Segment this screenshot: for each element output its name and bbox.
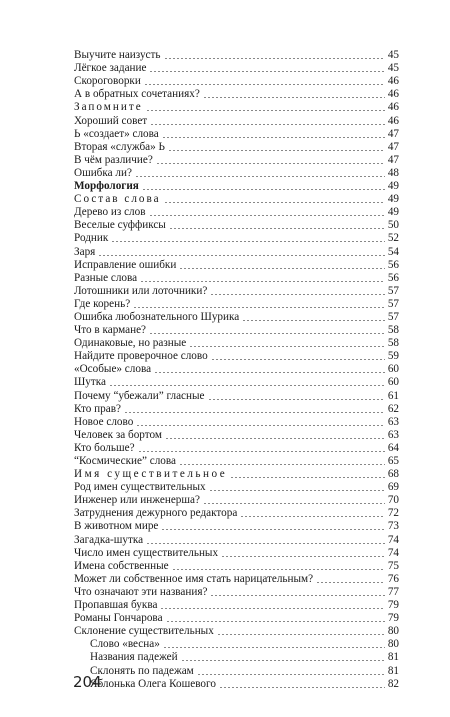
toc-entry <box>0 468 450 481</box>
toc-entry-title: Хороший совет <box>74 114 148 127</box>
dot-leader <box>111 241 385 242</box>
toc-entry-page: 64 <box>387 441 399 454</box>
dot-leader <box>146 543 385 544</box>
toc-entry-title: Человек за бортом <box>74 428 162 441</box>
table-of-contents <box>0 49 450 691</box>
dot-leader <box>209 490 385 491</box>
toc-entry-title: Ошибка любознательного Шурика <box>74 310 240 323</box>
dot-leader <box>240 516 385 517</box>
toc-entry <box>0 62 450 75</box>
toc-entry-page: 46 <box>387 101 399 114</box>
toc-entry <box>0 324 450 337</box>
toc-entry <box>0 285 450 298</box>
toc-entry <box>0 612 450 625</box>
toc-entry-title: Названия падежей <box>90 651 178 664</box>
dot-leader <box>149 215 385 216</box>
dot-leader <box>219 687 385 688</box>
dot-leader <box>144 84 385 85</box>
toc-entry-page: 65 <box>387 455 399 467</box>
dot-leader <box>142 189 385 190</box>
toc-entry-title: Исправление ошибки <box>74 258 177 271</box>
toc-entry-page: 56 <box>387 271 399 284</box>
dot-leader <box>149 71 385 72</box>
toc-entry <box>0 625 450 638</box>
toc-entry <box>0 259 450 272</box>
toc-entry-title: “Космические” слова <box>74 455 177 467</box>
dot-leader <box>154 372 385 373</box>
dot-leader <box>98 255 385 256</box>
dot-leader <box>210 595 385 596</box>
toc-entry-page: 70 <box>387 494 399 507</box>
toc-entry <box>0 494 450 507</box>
toc-entry-page: 56 <box>387 258 399 271</box>
toc-entry-page: 49 <box>387 180 399 193</box>
toc-entry-page: 75 <box>387 559 399 572</box>
dot-leader <box>163 647 385 648</box>
toc-entry-title: Затруднения дежурного редактора <box>74 507 238 520</box>
toc-entry-title: Лотошники или лоточники? <box>74 284 208 297</box>
toc-entry <box>0 75 450 88</box>
dot-leader <box>109 385 385 386</box>
toc-entry-page: 61 <box>387 389 399 402</box>
toc-entry-title: Разные слова <box>74 271 138 284</box>
toc-entry-title: В чём различие? <box>74 153 153 166</box>
toc-entry-title: Число имен существительных <box>74 546 219 559</box>
dot-leader <box>166 621 385 622</box>
dot-leader <box>242 320 385 321</box>
toc-entry <box>0 533 450 546</box>
toc-entry-page: 72 <box>387 507 399 520</box>
toc-entry-title: Кто прав? <box>74 402 121 415</box>
toc-entry <box>0 560 450 573</box>
toc-entry <box>0 363 450 376</box>
dot-leader <box>138 451 385 452</box>
toc-entry-title: Скороговорки <box>74 75 141 88</box>
toc-entry <box>0 88 450 101</box>
toc-entry-title: Состав слова <box>74 193 161 206</box>
toc-entry-page: 69 <box>387 481 399 494</box>
toc-entry-page: 49 <box>387 193 399 206</box>
toc-entry-title: Веселые суффиксы <box>74 219 166 232</box>
dot-leader <box>161 529 385 530</box>
toc-entry-title: Ошибка ли? <box>74 166 132 179</box>
toc-entry-title: Почему “убежали” гласные <box>74 389 205 402</box>
toc-entry-page: 47 <box>387 140 399 153</box>
toc-entry <box>0 403 450 416</box>
dot-leader <box>140 281 385 282</box>
dot-leader <box>169 228 385 229</box>
dot-leader <box>172 569 385 570</box>
toc-entry <box>0 154 450 167</box>
dot-leader <box>135 176 385 177</box>
toc-entry <box>0 507 450 520</box>
toc-entry-page: 54 <box>387 245 399 258</box>
toc-entry <box>0 586 450 599</box>
toc-entry-title: Где корень? <box>74 297 131 310</box>
toc-entry <box>0 101 450 114</box>
toc-entry-page: 59 <box>387 350 399 363</box>
dot-leader <box>136 425 385 426</box>
toc-entry <box>0 337 450 350</box>
toc-entry <box>0 49 450 62</box>
toc-entry-title: Заря <box>74 245 96 258</box>
toc-entry-page: 82 <box>387 677 399 690</box>
toc-entry-title: Одинаковые, но разные <box>74 337 187 350</box>
toc-entry-title: Что в кармане? <box>74 324 147 337</box>
toc-entry <box>0 664 450 677</box>
toc-entry-title: «Особые» слова <box>74 363 152 376</box>
toc-entry <box>0 350 450 363</box>
toc-entry <box>0 599 450 612</box>
toc-entry-title: Имена собственные <box>74 559 169 572</box>
toc-entry-page: 79 <box>387 612 399 625</box>
dot-leader <box>124 412 385 413</box>
dot-leader <box>316 582 385 583</box>
toc-entry-page: 68 <box>387 468 399 481</box>
dot-leader <box>133 307 385 308</box>
dot-leader <box>197 674 385 675</box>
toc-entry-title: Найдите проверочное слово <box>74 350 208 363</box>
toc-entry-page: 74 <box>387 533 399 546</box>
dot-leader <box>181 660 385 661</box>
toc-entry-page: 46 <box>387 75 399 88</box>
toc-entry-title: Выучите наизусть <box>74 49 161 62</box>
toc-entry-page: 76 <box>387 572 399 585</box>
toc-entry <box>0 429 450 442</box>
dot-leader <box>149 333 385 334</box>
toc-entry <box>0 573 450 586</box>
toc-entry-page: 81 <box>387 664 399 677</box>
toc-entry-title: Шутка <box>74 376 106 389</box>
toc-entry <box>0 206 450 219</box>
toc-entry-title: Род имен существительных <box>74 481 206 494</box>
toc-entry-page: 46 <box>387 114 399 127</box>
dot-leader <box>162 137 385 138</box>
dot-leader <box>179 464 385 465</box>
toc-entry-page: 47 <box>387 153 399 166</box>
toc-entry-page: 52 <box>387 232 399 245</box>
toc-entry <box>0 232 450 245</box>
dot-leader <box>217 634 385 635</box>
toc-entry-page: 57 <box>387 284 399 297</box>
toc-entry <box>0 481 450 494</box>
toc-entry <box>0 167 450 180</box>
toc-entry <box>0 651 450 664</box>
toc-entry-title: Склонять по падежам <box>90 664 194 677</box>
toc-entry-page: 47 <box>387 127 399 140</box>
toc-entry <box>0 389 450 402</box>
dot-leader <box>211 359 385 360</box>
toc-entry-title: Лёгкое задание <box>74 62 147 75</box>
toc-entry-title: Может ли собственное имя стать нарицательным? <box>74 572 314 585</box>
toc-entry-title: Кто больше? <box>74 441 135 454</box>
dot-leader <box>164 202 385 203</box>
toc-entry <box>0 114 450 127</box>
dot-leader <box>221 556 385 557</box>
toc-entry-title: В животном мире <box>74 520 159 533</box>
toc-entry <box>0 416 450 429</box>
toc-entry-page: 45 <box>387 49 399 62</box>
toc-entry-page: 80 <box>387 625 399 638</box>
dot-leader <box>168 150 385 151</box>
toc-entry-page: 58 <box>387 324 399 337</box>
toc-entry-page: 48 <box>387 166 399 179</box>
page-number: 204 <box>73 673 102 691</box>
toc-entry-title: Имя существительное <box>74 468 228 481</box>
toc-entry <box>0 180 450 193</box>
dot-leader <box>160 608 385 609</box>
toc-entry-page: 60 <box>387 376 399 389</box>
toc-entry <box>0 193 450 206</box>
toc-entry <box>0 298 450 311</box>
toc-entry-page: 74 <box>387 546 399 559</box>
toc-entry <box>0 141 450 154</box>
toc-entry <box>0 547 450 560</box>
toc-entry <box>0 455 450 468</box>
toc-entry-title: Пропавшая буква <box>74 599 158 612</box>
toc-entry-title: Романы Гончарова <box>74 612 163 625</box>
toc-entry <box>0 678 450 691</box>
toc-entry-title: Родник <box>74 232 109 245</box>
toc-entry-title: Ь «создает» слова <box>74 127 159 140</box>
dot-leader <box>164 58 385 59</box>
toc-entry <box>0 128 450 141</box>
toc-entry-page: 62 <box>387 402 399 415</box>
toc-entry-page: 79 <box>387 599 399 612</box>
toc-entry-title: Новое слово <box>74 415 134 428</box>
toc-entry-title: Яблонька Олега Кошевого <box>90 677 216 690</box>
toc-entry <box>0 520 450 533</box>
dot-leader <box>203 97 385 98</box>
toc-entry-page: 63 <box>387 415 399 428</box>
toc-entry-page: 77 <box>387 585 399 598</box>
toc-entry-page: 49 <box>387 206 399 219</box>
dot-leader <box>165 438 385 439</box>
toc-entry <box>0 272 450 285</box>
toc-entry <box>0 376 450 389</box>
dot-leader <box>156 163 385 164</box>
toc-entry-page: 45 <box>387 62 399 75</box>
dot-leader <box>208 399 385 400</box>
toc-entry-page: 80 <box>387 638 399 651</box>
dot-leader <box>146 110 385 111</box>
dot-leader <box>230 477 385 478</box>
toc-entry-title: А в обратных сочетаниях? <box>74 88 200 101</box>
toc-entry <box>0 442 450 455</box>
dot-leader <box>189 346 385 347</box>
toc-entry-page: 46 <box>387 88 399 101</box>
toc-entry-page: 81 <box>387 651 399 664</box>
dot-leader <box>203 503 385 504</box>
toc-entry-title: Запомните <box>74 101 143 114</box>
toc-entry-page: 50 <box>387 219 399 232</box>
toc-entry-page: 63 <box>387 428 399 441</box>
dot-leader <box>150 124 385 125</box>
toc-entry-title: Дерево из слов <box>74 206 146 219</box>
toc-entry-title: Вторая «служба» Ь <box>74 140 165 153</box>
toc-entry-title: Инженер или инженерша? <box>74 494 200 507</box>
toc-entry-title: Что означают эти названия? <box>74 585 208 598</box>
toc-entry <box>0 219 450 232</box>
toc-entry <box>0 311 450 324</box>
toc-entry-page: 57 <box>387 310 399 323</box>
toc-entry-page: 60 <box>387 363 399 376</box>
dot-leader <box>179 268 385 269</box>
toc-entry-title: Слово «весна» <box>90 638 160 651</box>
toc-entry-title: Загадка-шутка <box>74 533 144 546</box>
dot-leader <box>210 294 385 295</box>
toc-entry-page: 73 <box>387 520 399 533</box>
toc-entry-title: Склонение существительных <box>74 625 214 638</box>
toc-entry-page: 58 <box>387 337 399 350</box>
toc-entry-title: Морфология <box>74 180 139 193</box>
toc-entry <box>0 245 450 258</box>
toc-entry-page: 57 <box>387 297 399 310</box>
toc-entry <box>0 638 450 651</box>
